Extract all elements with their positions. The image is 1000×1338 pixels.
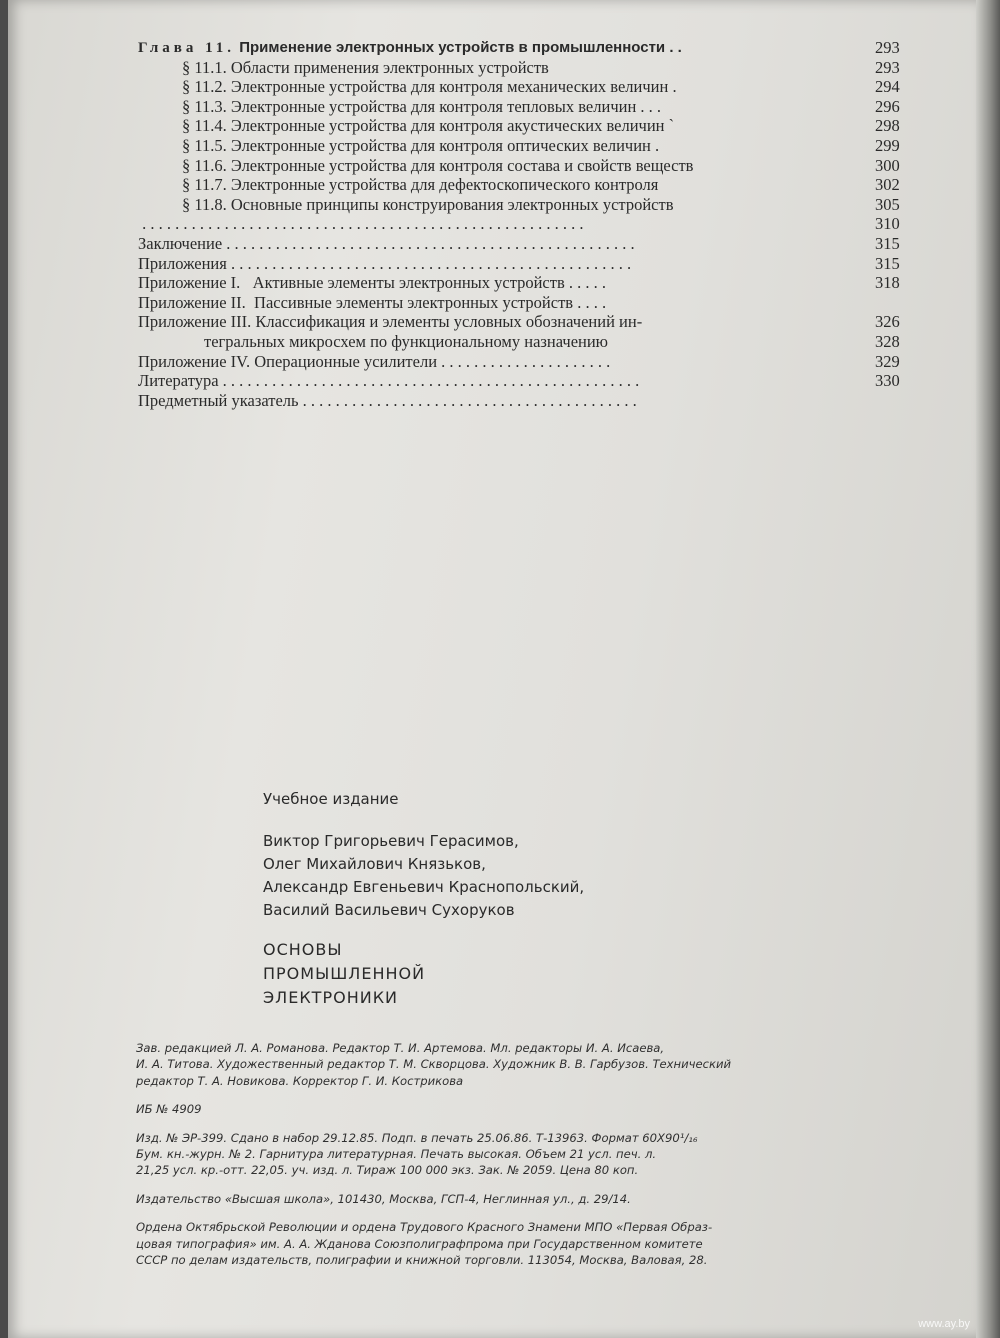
author: Василий Васильевич Сухоруков xyxy=(263,901,515,919)
toc-item-row xyxy=(138,371,918,391)
toc-entry-label: Заключение . . . . . . . . . . . . . . . . . . . . . . . . . . . . . . . . . . . . . . . . . . . . . . . . . . xyxy=(138,233,635,253)
toc-item-row xyxy=(138,332,918,352)
toc-entry-label: Приложения . . . . . . . . . . . . . . . . . . . . . . . . . . . . . . . . . . . . . . . . . . . . . . . . . xyxy=(138,253,632,273)
toc-section-row xyxy=(138,97,918,117)
author: Александр Евгеньевич Краснопольский, xyxy=(263,878,585,896)
adjacent-page-edge xyxy=(976,0,1000,1338)
chapter-title: Применение электронных устройств в промышленности . . xyxy=(239,39,682,56)
toc-entry-label: Литература . . . . . . . . . . . . . . . . . . . . . . . . . . . . . . . . . . . . . . . . . . . . . . . . . . . xyxy=(138,371,640,391)
printer-line: Ордена Октябрьской Революции и ордена Трудового Красного Знамени МПО «Первая Образ- xyxy=(136,1220,713,1235)
ib-number: ИБ № 4909 xyxy=(136,1102,202,1117)
toc-entry-label: § 11.5. Электронные устройства для контроля оптических величин . xyxy=(182,135,660,155)
toc-entry-page: 300 xyxy=(875,155,900,175)
toc-section-row xyxy=(138,175,918,195)
publisher-line: Издательство «Высшая школа», 101430, Москва, ГСП-4, Неглинная ул., д. 29/14. xyxy=(136,1191,631,1206)
printer-line: СССР по делам издательств, полиграфии и книжной торговли. 113054, Москва, Валовая, 28. xyxy=(136,1253,708,1268)
author: Олег Михайлович Князьков, xyxy=(263,855,486,873)
toc-item-row xyxy=(138,234,918,254)
watermark: www.ay.by xyxy=(918,1318,970,1330)
toc-entry-label: § 11.3. Электронные устройства для контроля тепловых величин . . . xyxy=(182,96,662,116)
toc-section-row xyxy=(138,116,918,136)
print-line: Изд. № ЭР-399. Сдано в набор 29.12.85. Подп. в печать 25.06.86. Т-13963. Формат 60Х90¹/₁₆ xyxy=(136,1130,698,1145)
edition-type: Учебное издание xyxy=(263,790,399,808)
toc-chapter-row xyxy=(138,38,918,58)
printer-line: цовая типография» им. А. А. Жданова Союзполиграфпрома при Государственном комитете xyxy=(136,1236,703,1251)
toc-entry-page: 305 xyxy=(875,194,900,214)
toc-entry-page: 310 xyxy=(875,214,900,234)
toc-entry-page: 318 xyxy=(875,273,900,293)
toc-entry-label: Приложение II. Пассивные элементы электронных устройств . . . . xyxy=(138,292,607,312)
title-line: ОСНОВЫ xyxy=(263,940,343,959)
toc-entry-label: . . . . . . . . . . . . . . . . . . . . . . . . . . . . . . . . . . . . . . . . . . . . . . . . . . . . . . xyxy=(138,214,584,234)
toc-entry-page: 315 xyxy=(875,233,900,253)
credits-line: редактор Т. А. Новикова. Корректор Г. И. Кострикова xyxy=(136,1073,464,1088)
table-of-contents xyxy=(138,38,918,410)
toc-entry-page: 329 xyxy=(875,351,900,371)
toc-entry-page: 299 xyxy=(875,135,900,155)
toc-entry-page: 293 xyxy=(875,57,900,77)
toc-item-row xyxy=(138,214,918,234)
credits-line: Зав. редакцией Л. А. Романова. Редактор Т. И. Артемова. Мл. редакторы И. А. Исаева, xyxy=(136,1041,665,1055)
toc-entry-page: 296 xyxy=(875,96,900,116)
toc-item-row xyxy=(138,293,918,313)
toc-entry-label: § 11.7. Электронные устройства для дефектоскопического контроля xyxy=(182,175,659,195)
toc-section-row xyxy=(138,156,918,176)
toc-item-row xyxy=(138,254,918,274)
toc-entry-label: тегральных микросхем по функциональному назначению xyxy=(138,331,609,351)
toc-entry-label: Предметный указатель . . . . . . . . . . . . . . . . . . . . . . . . . . . . . . . . . . . . . . . . . xyxy=(138,390,637,410)
toc-entry-label: § 11.2. Электронные устройства для контроля механических величин . xyxy=(182,77,677,97)
print-line: Бум. кн.-журн. № 2. Гарнитура литературная. Печать высокая. Объем 21 усл. печ. л. xyxy=(136,1147,657,1162)
toc-entry-page: 315 xyxy=(875,253,900,273)
toc-entry-label: Приложение I. Активные элементы электронных устройств . . . . . xyxy=(138,273,607,293)
toc-entry-label: Приложение IV. Операционные усилители . . . . . . . . . . . . . . . . . . . . . xyxy=(138,351,611,371)
imprint xyxy=(263,790,584,1010)
toc-item-row xyxy=(138,273,918,293)
toc-entry-label: § 11.6. Электронные устройства для контроля состава и свойств веществ xyxy=(182,155,694,175)
credits-line: И. А. Титова. Художественный редактор Т. М. Скворцова. Художник В. В. Гарбузов. Технический xyxy=(136,1057,732,1072)
authors-list xyxy=(263,830,584,922)
book-page xyxy=(8,0,978,1338)
toc-section-row xyxy=(138,195,918,215)
toc-item-row xyxy=(138,352,918,372)
toc-section-row xyxy=(138,136,918,156)
toc-entry-page: 302 xyxy=(875,175,900,195)
chapter-prefix: Глава 11. xyxy=(138,40,236,56)
toc-entry-page: 328 xyxy=(875,331,900,351)
toc-entry-page: 326 xyxy=(875,312,900,332)
toc-entry-page: 294 xyxy=(875,77,900,97)
toc-entry-label: § 11.4. Электронные устройства для контроля акустических величин ` xyxy=(182,116,675,136)
toc-entry-label: Приложение III. Классификация и элементы условных обозначений ин- xyxy=(138,312,643,332)
title-line: ПРОМЫШЛЕННОЙ xyxy=(263,964,426,983)
book-title xyxy=(263,938,584,1010)
toc-entry-page: 330 xyxy=(875,371,900,391)
toc-entry-page: 298 xyxy=(875,116,900,136)
print-line: 21,25 усл. кр.-отт. 22,05. уч. изд. л. Тираж 100 000 экз. Зак. № 2059. Цена 80 коп. xyxy=(136,1163,639,1178)
toc-section-row xyxy=(138,77,918,97)
title-line: ЭЛЕКТРОНИКИ xyxy=(263,988,399,1007)
toc-entry-label: § 11.1. Области применения электронных устройств xyxy=(182,57,549,77)
author: Виктор Григорьевич Герасимов, xyxy=(263,832,519,850)
toc-item-row xyxy=(138,312,918,332)
publication-credits xyxy=(136,1040,936,1268)
toc-section-row xyxy=(138,58,918,78)
chapter-page: 293 xyxy=(875,38,900,57)
toc-entry-label: § 11.8. Основные принципы конструирования электронных устройств xyxy=(182,194,674,214)
toc-item-row xyxy=(138,391,918,411)
